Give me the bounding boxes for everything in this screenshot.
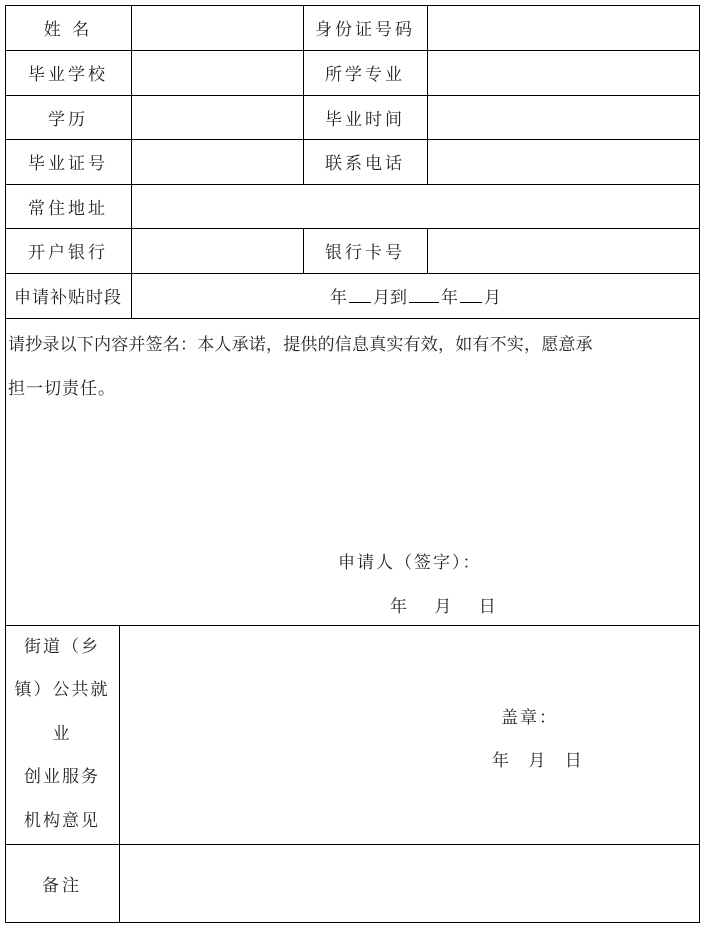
review-opinion-field[interactable] (120, 626, 699, 686)
row-divider (5, 318, 700, 319)
major-field[interactable] (428, 51, 699, 95)
declaration-copy-area[interactable] (6, 400, 699, 540)
review-label-line: 机构意见 (24, 810, 100, 831)
id-number-label: 身份证号码 (315, 20, 415, 40)
review-label (5, 625, 119, 844)
name-field[interactable] (132, 6, 303, 50)
review-label-line: 镇）公共就 (14, 680, 110, 701)
review-date: 年 月 日 (492, 751, 582, 771)
period-month-1-blank[interactable] (349, 288, 371, 303)
remarks-field[interactable] (120, 845, 699, 922)
period-month-2-label: 月 (484, 288, 501, 308)
graduation-time-label: 毕业时间 (325, 109, 405, 130)
address-label: 常住地址 (28, 198, 108, 219)
education-field[interactable] (132, 96, 303, 139)
card-field[interactable] (428, 229, 699, 273)
period-month-2-blank[interactable] (460, 288, 482, 303)
phone-field[interactable] (428, 140, 699, 184)
diploma-field[interactable] (132, 140, 303, 184)
school-field[interactable] (132, 51, 303, 95)
diploma-label: 毕业证号 (28, 154, 108, 174)
table-border-right (699, 5, 700, 923)
review-label-line: 街道（乡 (24, 636, 100, 657)
applicant-signature-field[interactable] (490, 545, 690, 575)
bank-label: 开户银行 (28, 243, 108, 263)
bank-field[interactable] (132, 229, 303, 273)
period-field[interactable] (132, 273, 699, 318)
stamp-label: 盖章： (501, 708, 558, 728)
period-year-1-label: 年 (330, 288, 347, 308)
phone-label: 联系电话 (325, 154, 405, 174)
id-number-field[interactable] (428, 6, 699, 50)
name-label: 姓 名 (43, 20, 93, 40)
graduation-time-field[interactable] (428, 96, 699, 139)
period-month-to-label: 月到 (373, 288, 407, 308)
declaration-line-2: 担一切责任。 (8, 379, 116, 399)
period-year-2-label: 年 (441, 288, 458, 308)
declaration-line-1: 请抄录以下内容并签名：本人承诺，提供的信息真实有效，如有不实，愿意承 (8, 335, 593, 355)
address-field[interactable] (132, 185, 699, 228)
education-label: 学历 (48, 109, 88, 130)
period-label: 申请补贴时段 (14, 288, 122, 308)
major-label: 所学专业 (325, 65, 405, 85)
review-label-line: 业 (52, 723, 72, 744)
card-label: 银行卡号 (325, 243, 405, 263)
period-year-2-blank[interactable] (409, 288, 439, 303)
review-label-line: 创业服务 (24, 767, 100, 788)
table-border-bottom (5, 922, 700, 923)
school-label: 毕业学校 (28, 65, 108, 85)
applicant-date: 年 月 日 (390, 597, 496, 617)
applicant-signature-label: 申请人（签字）： (338, 553, 482, 573)
remarks-label: 备注 (42, 875, 82, 896)
